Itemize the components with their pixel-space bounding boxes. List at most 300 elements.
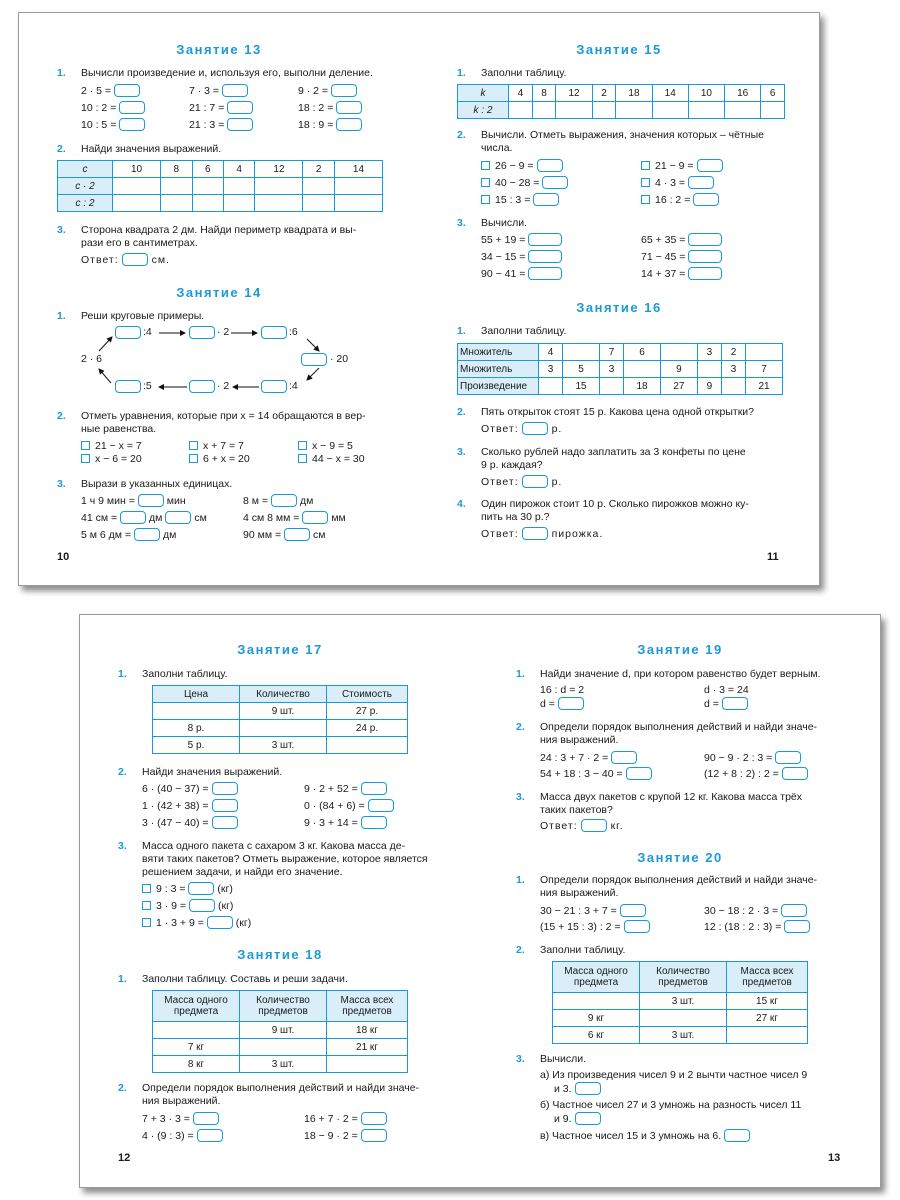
table-cell — [553, 993, 640, 1010]
equation-option: 44 − x = 30 — [298, 453, 365, 466]
answer-box[interactable] — [611, 751, 637, 764]
table-cell: 8 — [532, 85, 556, 102]
checkbox[interactable] — [81, 454, 90, 463]
answer-box[interactable] — [134, 528, 160, 541]
answer-box[interactable] — [528, 250, 562, 263]
expr-row: 6 · (40 − 37) = — [142, 782, 238, 796]
table-cell: 7 кг — [153, 1039, 240, 1056]
table-cell: c : 2 — [58, 195, 113, 212]
expr-row: 30 − 18 : 2 · 3 = — [704, 904, 807, 918]
page-number: 13 — [828, 1152, 841, 1164]
task-number: 1. — [118, 973, 127, 985]
task-16-4-text: Один пирожок стоит 10 р. Сколько пирожков можно ку- — [481, 498, 749, 510]
task-13-1-text: Вычисли произведение и, используя его, выполни деление. — [81, 67, 373, 79]
table-cell: 5 р. — [153, 737, 240, 754]
answer-box[interactable] — [368, 799, 394, 812]
answer-box[interactable] — [575, 1082, 601, 1095]
table-cell — [327, 1056, 408, 1073]
table-cell: 14 — [652, 85, 688, 102]
answer-box[interactable] — [212, 816, 238, 829]
expr-row: 0 · (84 + 6) = — [304, 799, 394, 813]
table-cell: 9 — [660, 361, 697, 378]
expr-row: 24 : 3 + 7 · 2 = — [540, 751, 637, 765]
table-cell: 2 — [721, 344, 745, 361]
task-15-3-text: Вычисли. — [481, 217, 528, 229]
table-cell: Цена — [153, 686, 240, 703]
answer-line: Ответ: кг. — [540, 820, 624, 832]
answer-box[interactable] — [361, 1112, 387, 1125]
task-number: 3. — [457, 446, 466, 458]
equation-option: 21 − x = 7 — [81, 440, 142, 453]
task-14-2-text: ные равенства. — [81, 423, 157, 435]
expr-row: 9 · 3 + 14 = — [304, 816, 387, 830]
table-cell — [721, 378, 745, 395]
answer-box[interactable] — [581, 819, 607, 832]
expr-row: 18 : 9 = — [298, 118, 362, 132]
answer-line: Ответ: р. — [481, 423, 563, 435]
checkbox[interactable] — [641, 161, 650, 170]
task-16-1-text: Заполни таблицу. — [481, 325, 567, 337]
answer-box[interactable] — [542, 176, 568, 189]
table-cell: Стоимость — [327, 686, 408, 703]
table-cell: 18 кг — [327, 1022, 408, 1039]
table-cell: 7 — [746, 361, 783, 378]
answer-box[interactable] — [197, 1129, 223, 1142]
table-cell — [327, 737, 408, 754]
expr-row: 90 − 9 · 2 : 3 = — [704, 751, 801, 765]
table-cell[interactable] — [725, 102, 761, 119]
table-cell: 27 — [660, 378, 697, 395]
answer-box[interactable] — [575, 1112, 601, 1125]
expr-option: 40 − 28 = — [481, 176, 568, 190]
checkbox[interactable] — [189, 454, 198, 463]
table-cell: Масса всех предметов — [327, 991, 408, 1022]
expr-row: 12 : (18 : 2 : 3) = — [704, 920, 810, 934]
expr-row: 7 · 3 = — [189, 84, 248, 98]
task-number: 3. — [118, 840, 127, 852]
task-19-2-text: Определи порядок выполнения действий и найди значе- — [540, 721, 818, 733]
table-cell: 6 — [761, 85, 785, 102]
task-18-1-text: Заполни таблицу. Составь и реши задачи. — [142, 973, 348, 985]
table-cell: 3 — [697, 344, 721, 361]
table-cell: 10 — [688, 85, 724, 102]
table-cell: 4 — [509, 85, 533, 102]
answer-box[interactable] — [284, 528, 310, 541]
task-17-3-text: решением задачи, и найди его значение. — [142, 866, 343, 878]
unit-conversion: 4 см 8 мм = мм — [243, 512, 346, 524]
table-cell[interactable] — [532, 102, 556, 119]
lesson-13-title: Занятие 13 — [176, 42, 262, 57]
task-number: 2. — [57, 143, 66, 155]
table-cell[interactable] — [592, 102, 616, 119]
checkbox[interactable] — [641, 178, 650, 187]
mass-table — [152, 990, 408, 1073]
task-14-2-text: Отметь уравнения, которые при x = 14 обращаются в вер- — [81, 410, 366, 422]
task-14-1-text: Реши круговые примеры. — [81, 310, 205, 322]
lesson-19-title: Занятие 19 — [637, 642, 723, 657]
equation: 16 : d = 2 — [540, 684, 585, 696]
unit-conversion: 8 м = дм — [243, 495, 314, 507]
table-cell: 24 р. — [327, 720, 408, 737]
task-20-1-text: ния выражений. — [540, 887, 619, 899]
table-cell: 9 кг — [553, 1010, 640, 1027]
answer-box[interactable] — [138, 494, 164, 507]
expr-row: 9 · 2 = — [298, 84, 357, 98]
table-cell: 6 — [624, 344, 661, 361]
answer-box[interactable] — [537, 159, 563, 172]
table-cell: 21 — [746, 378, 783, 395]
expr-row: 18 : 2 = — [298, 101, 362, 115]
checkbox[interactable] — [189, 441, 198, 450]
table-cell — [746, 344, 783, 361]
expr-row: 18 − 9 · 2 = — [304, 1129, 387, 1143]
task-number: 2. — [457, 129, 466, 141]
table-cell: 3 шт. — [240, 1056, 327, 1073]
answer-box[interactable] — [120, 511, 146, 524]
spread-pages-12-13 — [79, 614, 881, 1188]
table-cell: 12 — [255, 161, 303, 178]
answer-box[interactable] — [784, 920, 810, 933]
task-19-1-text: Найди значение d, при котором равенство будет верным. — [540, 668, 821, 680]
expr-row: 9 · 2 + 52 = — [304, 782, 387, 796]
task-number: 2. — [57, 410, 66, 422]
task-number: 1. — [57, 67, 66, 79]
checkbox[interactable] — [641, 195, 650, 204]
table-cell: 10 — [113, 161, 161, 178]
task-15-1-text: Заполни таблицу. — [481, 67, 567, 79]
answer-box[interactable] — [626, 767, 652, 780]
equation-option: x − 6 = 20 — [81, 453, 142, 466]
task-15-2-text: Вычисли. Отметь выражения, значения которых – чётные — [481, 129, 764, 141]
checkbox[interactable] — [481, 195, 490, 204]
equation-option: 6 + x = 20 — [189, 453, 250, 466]
expr-option: 16 : 2 = — [641, 193, 719, 207]
multiplication-table — [457, 343, 783, 395]
equation-option: x + 7 = 7 — [189, 440, 244, 453]
op-label: · 2 — [217, 326, 230, 338]
answer-box[interactable] — [558, 697, 584, 710]
page-11 — [419, 13, 819, 585]
answer-box[interactable] — [207, 916, 233, 929]
task-number: 1. — [516, 874, 525, 886]
subtask-b: б) Частное чисел 27 и 3 умножь на разность чисел 11 — [540, 1099, 802, 1111]
task-17-1-text: Заполни таблицу. — [142, 668, 228, 680]
table-cell: Масса всех предметов — [727, 962, 808, 993]
unit-conversion: 90 мм = см — [243, 529, 326, 541]
answer-box[interactable] — [724, 1129, 750, 1142]
expr-row: 14 + 37 = — [641, 267, 722, 281]
answer-line: Ответ: р. — [481, 476, 563, 488]
table-cell: c · 2 — [58, 178, 113, 195]
lesson-17-title: Занятие 17 — [237, 642, 323, 657]
expr-row: 55 + 19 = — [481, 233, 562, 247]
table-cell — [727, 1027, 808, 1044]
task-17-2-text: Найди значения выражений. — [142, 766, 283, 778]
answer-box[interactable] — [188, 882, 214, 895]
table-cell — [697, 361, 721, 378]
expr-row: 90 − 41 = — [481, 267, 562, 281]
answer-box[interactable] — [522, 422, 548, 435]
table-cell — [624, 361, 661, 378]
task-19-2-text: ния выражений. — [540, 734, 619, 746]
table-cell: 2 — [592, 85, 616, 102]
equation: d · 3 = 24 — [704, 684, 749, 696]
equation-option: x − 9 = 5 — [298, 440, 353, 453]
table-cell: 7 — [599, 344, 623, 361]
task-number: 1. — [516, 668, 525, 680]
unit-conversion: 5 м 6 дм = дм — [81, 529, 177, 541]
solution-option: 1 · 3 + 9 = (кг) — [142, 916, 251, 930]
task-16-4-text: пить на 30 р.? — [481, 511, 550, 523]
table-cell: Масса одного предмета — [553, 962, 640, 993]
task-number: 1. — [57, 310, 66, 322]
table-cell: Количество предметов — [240, 991, 327, 1022]
answer-box[interactable] — [271, 494, 297, 507]
table-cell: 3 шт. — [640, 993, 727, 1010]
answer-box[interactable] — [782, 767, 808, 780]
table-cell: k : 2 — [458, 102, 509, 119]
answer-box[interactable] — [781, 904, 807, 917]
expr-row: 10 : 5 = — [81, 118, 145, 132]
price-table — [152, 685, 408, 754]
table-cell[interactable] — [556, 102, 592, 119]
table-cell: 18 — [624, 378, 661, 395]
table-cell[interactable] — [652, 102, 688, 119]
table-cell: Количество предметов — [640, 962, 727, 993]
answer-box[interactable] — [688, 176, 714, 189]
table-cell: 6 — [192, 161, 223, 178]
table-cell: 9 шт. — [240, 703, 327, 720]
task-19-3-text: таких пакетов? — [540, 804, 613, 816]
subtask-a: и 3. — [554, 1082, 601, 1096]
expr-row: 71 − 45 = — [641, 250, 722, 264]
lesson-18-title: Занятие 18 — [237, 947, 323, 962]
answer-box[interactable] — [528, 233, 562, 246]
checkbox[interactable] — [298, 454, 307, 463]
answer-box[interactable] — [533, 193, 559, 206]
expr-row: 34 − 15 = — [481, 250, 562, 264]
answer-box[interactable] — [624, 920, 650, 933]
cycle-arrows — [19, 13, 419, 585]
answer-box[interactable] — [165, 511, 191, 524]
task-13-3-text: Сторона квадрата 2 дм. Найди периметр квадрата и вы- — [81, 224, 357, 236]
expr-row: 54 + 18 : 3 − 40 = — [540, 767, 652, 781]
table-cell — [660, 344, 697, 361]
table-cell: 8 р. — [153, 720, 240, 737]
expr-option: 26 − 9 = — [481, 159, 563, 173]
answer-box[interactable] — [302, 511, 328, 524]
table-cell — [153, 703, 240, 720]
checkbox[interactable] — [142, 884, 151, 893]
task-19-3-text: Масса двух пакетов с крупой 12 кг. Какова масса трёх — [540, 791, 802, 803]
answer-box[interactable] — [693, 193, 719, 206]
table-cell: 5 — [563, 361, 600, 378]
task-14-3-text: Вырази в указанных единицах. — [81, 478, 233, 490]
task-17-3-text: вяти таких пакетов? Отметь выражение, которое является — [142, 853, 428, 865]
lesson-15-title: Занятие 15 — [576, 42, 662, 57]
expr-row: 10 : 2 = — [81, 101, 145, 115]
answer-box[interactable] — [528, 267, 562, 280]
task-number: 3. — [457, 217, 466, 229]
answer-line: d = — [704, 697, 748, 711]
table-cell: 27 кг — [727, 1010, 808, 1027]
solution-option: 9 : 3 = (кг) — [142, 882, 233, 896]
table-cell[interactable] — [688, 102, 724, 119]
table-cell: 3 шт. — [240, 737, 327, 754]
expr-row: (12 + 8 : 2) : 2 = — [704, 767, 808, 781]
page-number: 11 — [767, 551, 779, 563]
table-cell: 2 — [303, 161, 334, 178]
table-cell: Множитель — [458, 344, 539, 361]
answer-box[interactable] — [212, 799, 238, 812]
task-15-2-text: числа. — [481, 142, 513, 154]
task-number: 2. — [516, 944, 525, 956]
lesson-16-title: Занятие 16 — [576, 300, 662, 315]
table-cell: 14 — [334, 161, 382, 178]
values-table-k — [457, 84, 785, 119]
table-cell: k — [458, 85, 509, 102]
table-cell — [563, 344, 600, 361]
op-label: :5 — [143, 380, 152, 392]
task-number: 1. — [457, 67, 466, 79]
checkbox[interactable] — [298, 441, 307, 450]
checkbox[interactable] — [142, 918, 151, 927]
table-cell: 3 шт. — [640, 1027, 727, 1044]
table-cell: 12 — [556, 85, 592, 102]
expr-row: 3 · (47 − 40) = — [142, 816, 238, 830]
table-cell — [539, 378, 563, 395]
answer-box[interactable] — [697, 159, 723, 172]
task-number: 3. — [57, 478, 66, 490]
table-cell: 15 кг — [727, 993, 808, 1010]
op-label: · 20 — [330, 353, 349, 365]
answer-box[interactable] — [189, 899, 215, 912]
checkbox[interactable] — [481, 178, 490, 187]
task-20-1-text: Определи порядок выполнения действий и найди значе- — [540, 874, 818, 886]
table-cell — [240, 1039, 327, 1056]
solution-option: 3 · 9 = (кг) — [142, 899, 233, 913]
answer-box[interactable] — [620, 904, 646, 917]
unit-conversion: 1 ч 9 мин = мин — [81, 495, 186, 507]
table-cell: 8 — [161, 161, 192, 178]
task-13-3-text: рази его в сантиметрах. — [81, 237, 198, 249]
checkbox[interactable] — [481, 161, 490, 170]
task-18-2-text: Определи порядок выполнения действий и найди значе- — [142, 1082, 420, 1094]
answer-line: Ответ: пирожка. — [481, 528, 604, 540]
table-cell: 16 — [725, 85, 761, 102]
expr-option: 15 : 3 = — [481, 193, 559, 207]
expr-row: (15 + 15 : 3) : 2 = — [540, 920, 650, 934]
expr-row: 30 − 21 : 3 + 7 = — [540, 904, 646, 918]
table-cell[interactable] — [509, 102, 533, 119]
page-12 — [80, 615, 480, 1187]
subtask-a: а) Из произведения чисел 9 и 2 вычти частное чисел 9 — [540, 1069, 808, 1081]
answer-box[interactable] — [361, 1129, 387, 1142]
table-cell: c — [58, 161, 113, 178]
table-cell: 18 — [616, 85, 652, 102]
task-16-3-text: 9 р. каждая? — [481, 459, 543, 471]
task-number: 3. — [516, 1053, 525, 1065]
table-cell: Количество — [240, 686, 327, 703]
checkbox[interactable] — [81, 441, 90, 450]
answer-line: d = — [540, 697, 584, 711]
table-cell: 8 кг — [153, 1056, 240, 1073]
op-label: · 2 — [217, 380, 230, 392]
table-cell — [640, 1010, 727, 1027]
task-13-2-text: Найди значения выражений. — [81, 143, 222, 155]
spread-pages-10-11 — [18, 12, 820, 586]
expr-row: 4 · (9 : 3) = — [142, 1129, 223, 1143]
answer-box[interactable] — [688, 267, 722, 280]
task-18-2-text: ния выражений. — [142, 1095, 221, 1107]
task-number: 2. — [118, 766, 127, 778]
table-cell: 4 — [223, 161, 254, 178]
answer-box[interactable] — [522, 527, 548, 540]
table-cell: 15 — [563, 378, 600, 395]
table-cell: 9 — [697, 378, 721, 395]
expr-row: 1 · (42 + 38) = — [142, 799, 238, 813]
table-cell — [240, 720, 327, 737]
table-cell — [153, 1022, 240, 1039]
answer-box[interactable] — [193, 1112, 219, 1125]
table-cell: 21 кг — [327, 1039, 408, 1056]
checkbox[interactable] — [142, 901, 151, 910]
task-number: 2. — [118, 1082, 127, 1094]
answer-box[interactable] — [688, 233, 722, 246]
expr-option: 4 · 3 = — [641, 176, 714, 190]
table-cell[interactable] — [761, 102, 785, 119]
op-label: :4 — [143, 326, 152, 338]
answer-box[interactable] — [361, 816, 387, 829]
answer-box[interactable] — [688, 250, 722, 263]
page-number: 10 — [57, 551, 70, 563]
table-cell[interactable] — [616, 102, 652, 119]
answer-box[interactable] — [522, 475, 548, 488]
task-number: 3. — [57, 224, 66, 236]
mass-table — [552, 961, 808, 1044]
expr-row: 2 · 5 = — [81, 84, 140, 98]
task-16-2-text: Пять открыток стоят 15 р. Какова цена одной открытки? — [481, 406, 755, 418]
op-label: 2 · 6 — [81, 353, 103, 365]
answer-box[interactable] — [361, 782, 387, 795]
page-10 — [19, 13, 419, 585]
answer-box[interactable] — [722, 697, 748, 710]
task-number: 1. — [118, 668, 127, 680]
task-number: 2. — [457, 406, 466, 418]
table-cell: 27 р. — [327, 703, 408, 720]
table-cell: 4 — [539, 344, 563, 361]
page-13 — [480, 615, 880, 1187]
task-20-2-text: Заполни таблицу. — [540, 944, 626, 956]
task-number: 1. — [457, 325, 466, 337]
task-number: 3. — [516, 791, 525, 803]
task-20-3-text: Вычисли. — [540, 1053, 587, 1065]
lesson-14-title: Занятие 14 — [176, 285, 262, 300]
answer-box[interactable] — [212, 782, 238, 795]
table-cell: 6 кг — [553, 1027, 640, 1044]
task-16-3-text: Сколько рублей надо заплатить за 3 конфеты по цене — [481, 446, 746, 458]
table-cell: 3 — [539, 361, 563, 378]
expr-row: 7 + 3 · 3 = — [142, 1112, 219, 1126]
table-cell: 9 шт. — [240, 1022, 327, 1039]
answer-box[interactable] — [775, 751, 801, 764]
table-cell: 3 — [599, 361, 623, 378]
op-label: :6 — [289, 326, 298, 338]
table-cell — [599, 378, 623, 395]
task-number: 2. — [516, 721, 525, 733]
task-17-3-text: Масса одного пакета с сахаром 3 кг. Какова масса де- — [142, 840, 406, 852]
page-number: 12 — [118, 1152, 131, 1164]
